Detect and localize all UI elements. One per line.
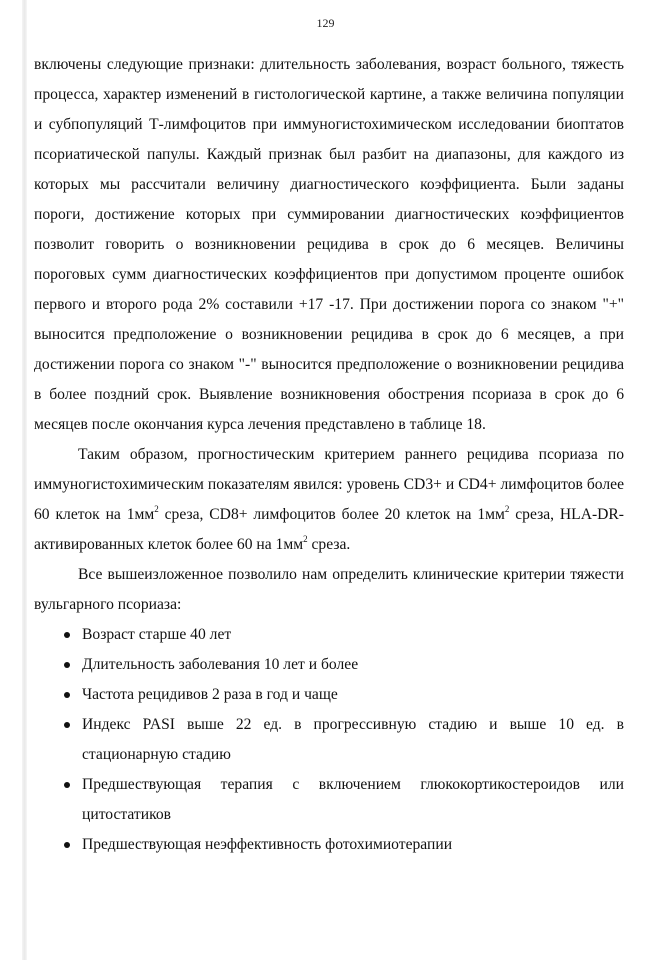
page-body — [34, 50, 624, 860]
list-item-text: Длительность заболевания 10 лет и более — [82, 656, 359, 673]
prognostic-text-2: среза, CD8+ лимфоцитов более 20 клеток на 1мм — [158, 506, 505, 523]
bullet-icon — [64, 722, 70, 728]
bullet-icon — [64, 842, 70, 848]
list-item-text: Возраст старше 40 лет — [82, 626, 232, 643]
paragraph-severity-intro: Все вышеизложенное позволило нам определить клинические критерии тяжести вульгарного псориаза: — [34, 566, 624, 613]
list-item — [34, 680, 624, 710]
superscript-2: 2 — [504, 503, 510, 514]
paragraph-thresholds: включены следующие признаки: длительность заболевания, возраст больного, тяжесть процесса, характер изменений в гистологической картине, а также величина популяции и субпопуляций Т-лимфоцитов при иммуногистохимическом исследовании биоптатов псориатической папулы. Каждый признак был разбит на диапазоны, для каждого из которых мы рассчитали величину диагностического коэффициента. Были заданы пороги, достижение которых при суммировании диагностических коэффициентов позволит говорить о возникновении рецидива в срок до 6 месяцев. Величины пороговых сумм диагностических коэффициентов при допустимом проценте ошибок первого и второго рода 2% составили +17 -17. При достижении порога со знаком "+" выносится предположение о возникновении рецидива в срок до 6 месяцев, а при достижении порога со знаком "-" выносится предположение о возникновении рецидива в более поздний срок. Выявление возникновения обострения псориаза в срок до 6 месяцев после окончания курса лечения представлено в таблице 18. — [34, 56, 624, 433]
superscript-2: 2 — [303, 533, 308, 544]
bullet-icon — [64, 692, 70, 698]
list-item — [34, 650, 624, 680]
prognostic-text-1: Таким образом, прогностическим критерием раннего рецидива псориаза по иммуногистохимическим показателям явился: уровень CD3+ и CD4+ лимфоцитов более 60 клеток на 1мм — [34, 446, 624, 523]
list-item-text: Индекс PASI выше 22 ед. в прогрессивную стадию и выше 10 ед. в стационарную стадию — [82, 716, 624, 763]
bullet-icon — [64, 662, 70, 668]
list-item-text: Предшествующая терапия с включением глюкокортикостероидов или цитостатиков — [82, 776, 624, 823]
prognostic-text-3: среза, HLA-DR-активированных клеток более 60 на 1мм — [34, 506, 625, 553]
prognostic-text-4: среза. — [307, 536, 351, 553]
bullet-icon — [64, 632, 70, 638]
superscript-2: 2 — [154, 503, 159, 514]
scan-margin-edge — [22, 0, 27, 960]
list-item — [34, 710, 624, 770]
list-item — [34, 770, 624, 830]
bullet-icon — [64, 782, 70, 788]
paragraph-prognostic-criteria — [34, 440, 624, 560]
page-number: 129 — [316, 16, 335, 30]
list-item — [34, 620, 624, 650]
list-item-text: Частота рецидивов 2 раза в год и чаще — [82, 686, 338, 703]
list-item — [34, 830, 624, 860]
severity-criteria-list — [34, 620, 624, 860]
list-item-text: Предшествующая неэффективность фотохимиотерапии — [82, 836, 453, 853]
